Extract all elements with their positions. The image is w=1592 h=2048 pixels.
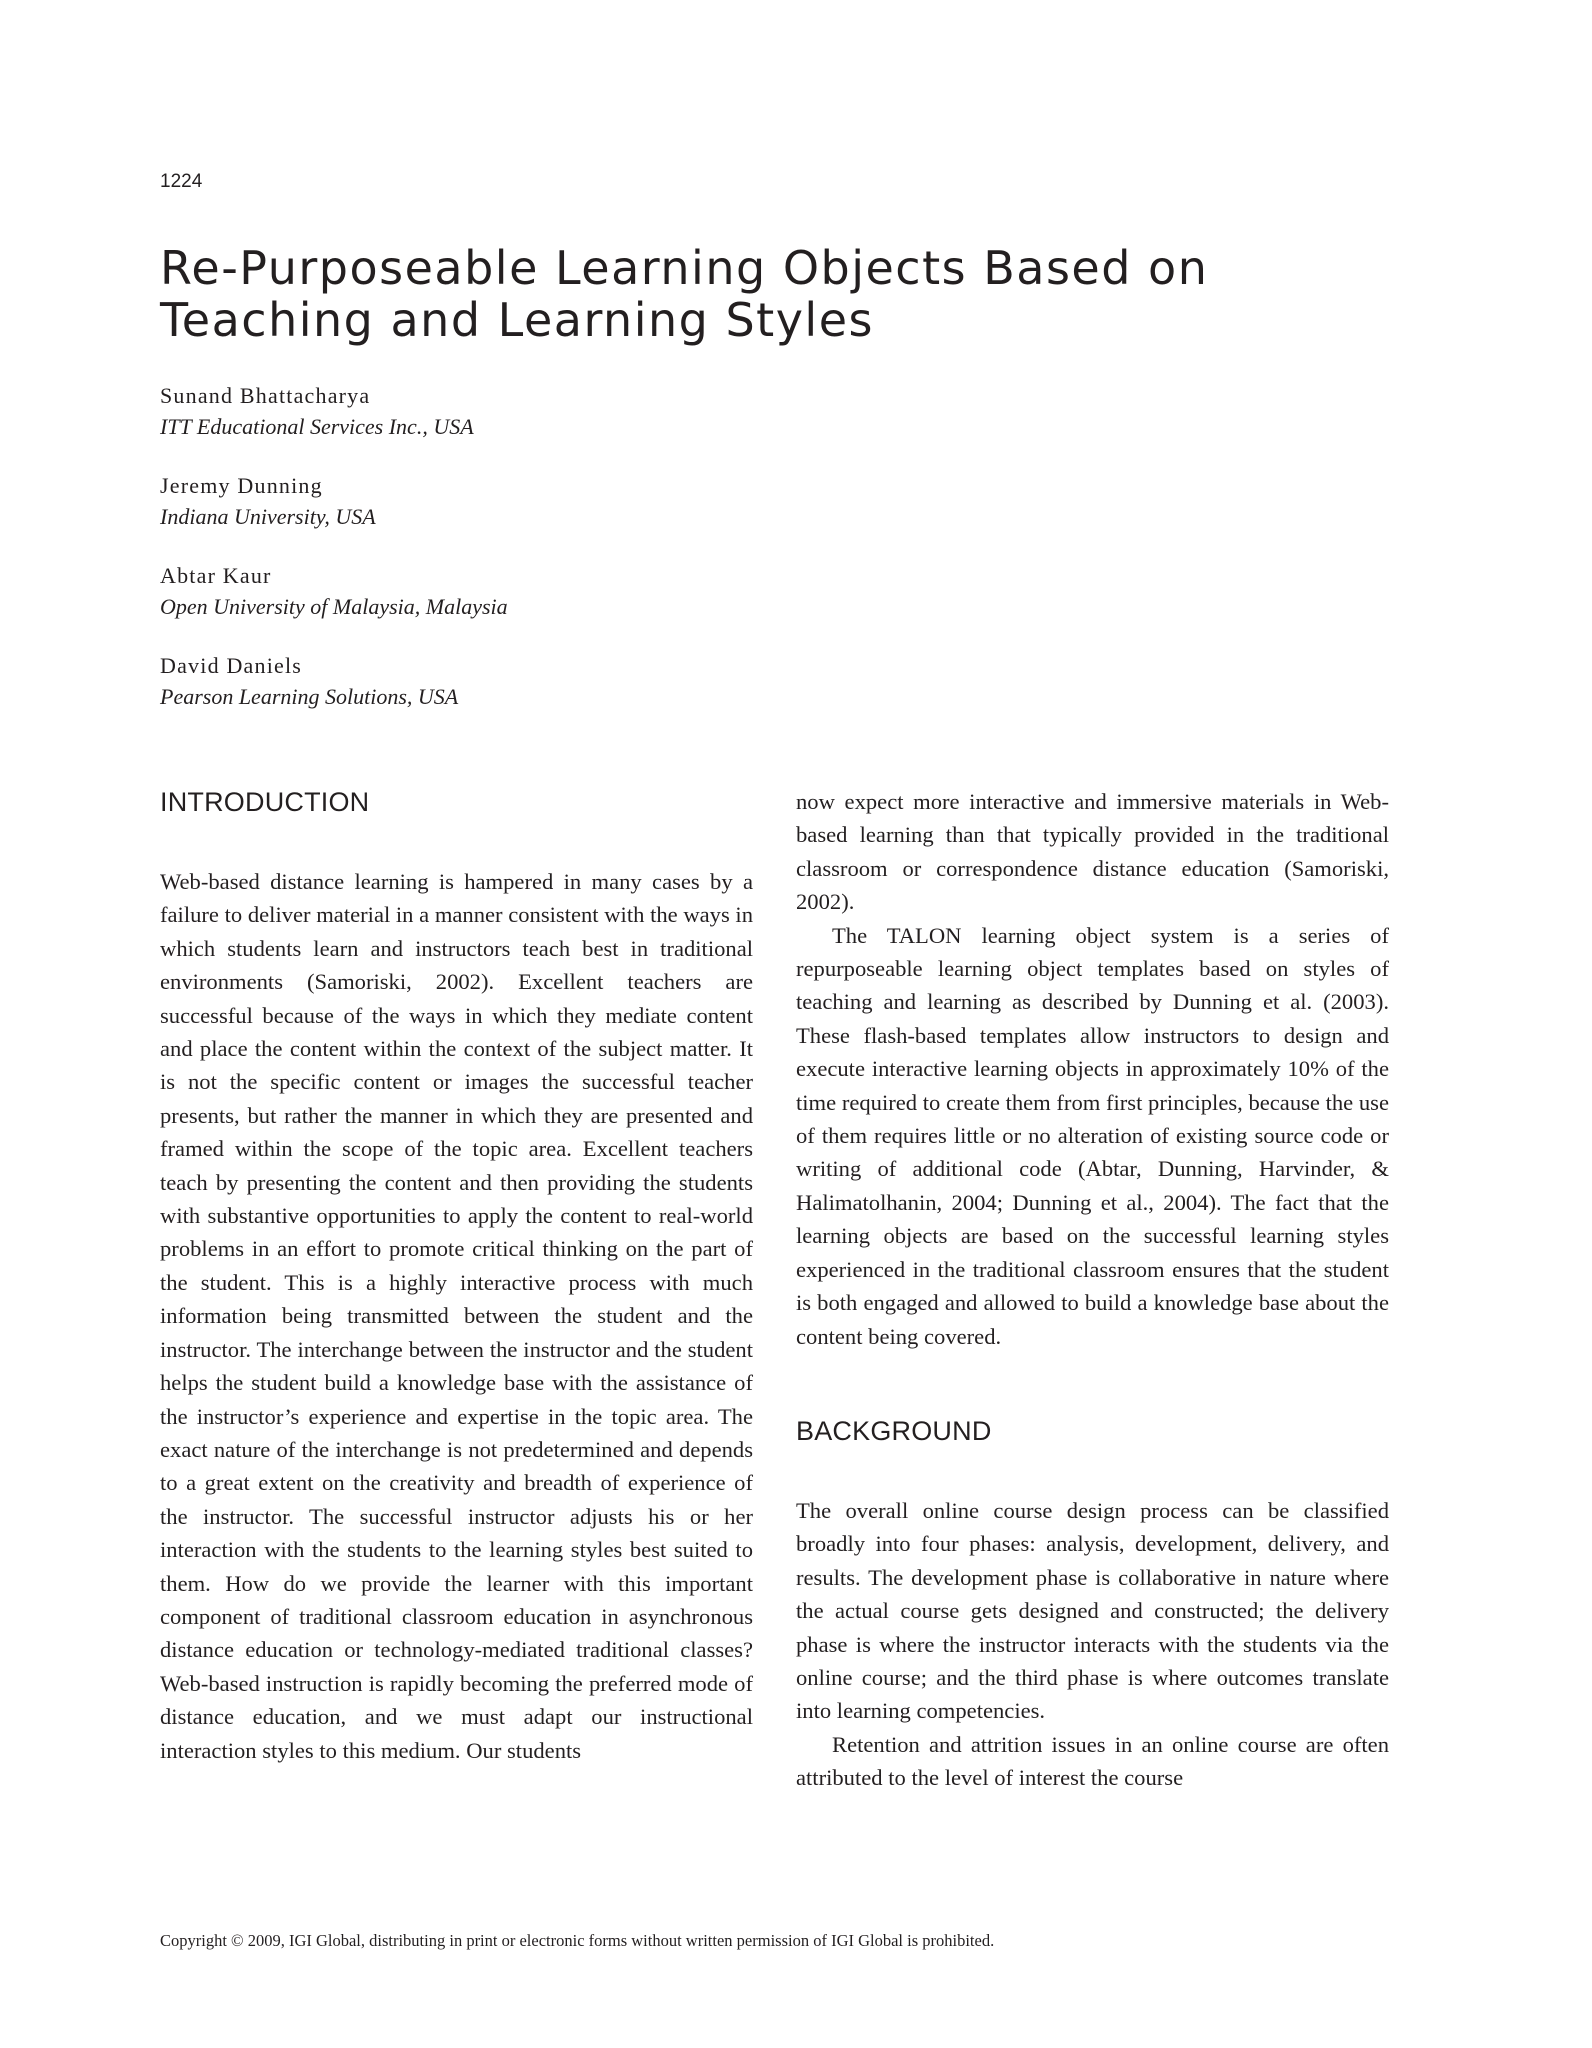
background-paragraph: The overall online course design process can be classified broadly into four phases: analysis, development, delivery, and results. The development phase is collaborative in nature where the actual course gets designed and constructed; the delivery phase is where the instructor interacts with the students via the online course; and the third phase is where outcomes translate into learning competencies.	[796, 1497, 1389, 1724]
author-name: David Daniels	[160, 653, 303, 678]
author-name: Abtar Kaur	[160, 563, 272, 588]
introduction-paragraph-continued: now expect more interactive and immersive materials in Web-based learning than that typically provided in the traditional classroom or correspondence distance education (Samoriski, 2002).	[796, 789, 1389, 915]
author-affiliation: Indiana University, USA	[160, 504, 376, 529]
author-entry	[160, 560, 1060, 622]
author-affiliation: Open University of Malaysia, Malaysia	[160, 594, 508, 619]
author-list	[160, 380, 1060, 740]
author-entry	[160, 650, 1060, 712]
introduction-paragraph: The TALON learning object system is a series of repurposeable learning object templates based on styles of teaching and learning as described by Dunning et al. (2003). These flash-based templates allow instructors to design and execute interactive learning objects in approximately 10% of the time required to create them from first principles, because the use of them requires little or no alteration of existing source code or writing of additional code (Abtar, Dunning, Harvinder, & Halimatolhanin, 2004; Dunning et al., 2004). The fact that the learning objects are based on the successful learning styles experienced in the traditional classroom ensures that the student is both engaged and allowed to build a knowledge base about the content being covered.	[796, 922, 1389, 1349]
background-heading: BACKGROUND	[796, 1415, 992, 1446]
introduction-paragraph: Web-based distance learning is hampered in many cases by a failure to deliver material in a manner consistent with the ways in which students learn and instructors teach best in traditional environments (Samoriski, 2002). Excellent teachers are successful because of the ways in which they mediate content and place the content within the context of the subject matter. It is not the specific content or images the successful teacher presents, but rather the manner in which they are presented and framed within the scope of the topic area. Excellent teachers teach by presenting the content and then providing the students with substantive opportunities to apply the content to real-world problems in an effort to promote critical thinking on the part of the student. This is a highly interactive process with much information being transmitted between the student and the instructor. The interchange between the instructor and the student helps the student build a knowledge base with the assistance of the instructor’s experience and expertise in the topic area. The exact nature of the interchange is not predetermined and depends to a great extent on the creativity and breadth of experience of the instructor. The successful instructor adjusts his or her interaction with the students to the learning styles best suited to them. How do we provide the learner with this important component of traditional classroom education in asynchronous distance education or technology-mediated traditional classes? Web-based instruction is rapidly becoming the preferred mode of distance education, and we must adapt our instructional interaction styles to this medium. Our students	[160, 869, 753, 1763]
introduction-heading: INTRODUCTION	[160, 787, 370, 817]
background-paragraph: Retention and attrition issues in an online course are often attributed to the level of interest the course	[796, 1731, 1389, 1791]
author-name: Jeremy Dunning	[160, 473, 323, 498]
author-name: Sunand Bhattacharya	[160, 383, 371, 408]
page-number: 1224	[160, 171, 203, 192]
title-line-1: Re-Purposeable Learning Objects Based on	[160, 241, 1209, 295]
title-line-2: Teaching and Learning Styles	[160, 293, 874, 347]
page-title	[160, 242, 1420, 346]
author-affiliation: Pearson Learning Solutions, USA	[160, 684, 459, 709]
right-column	[796, 785, 1389, 1795]
copyright-notice: Copyright © 2009, IGI Global, distributing in print or electronic forms without written permission of IGI Global is prohibited.	[160, 1931, 995, 1950]
author-entry	[160, 470, 1060, 532]
author-affiliation: ITT Educational Services Inc., USA	[160, 414, 474, 439]
left-column	[160, 785, 753, 1767]
author-entry	[160, 380, 1060, 442]
